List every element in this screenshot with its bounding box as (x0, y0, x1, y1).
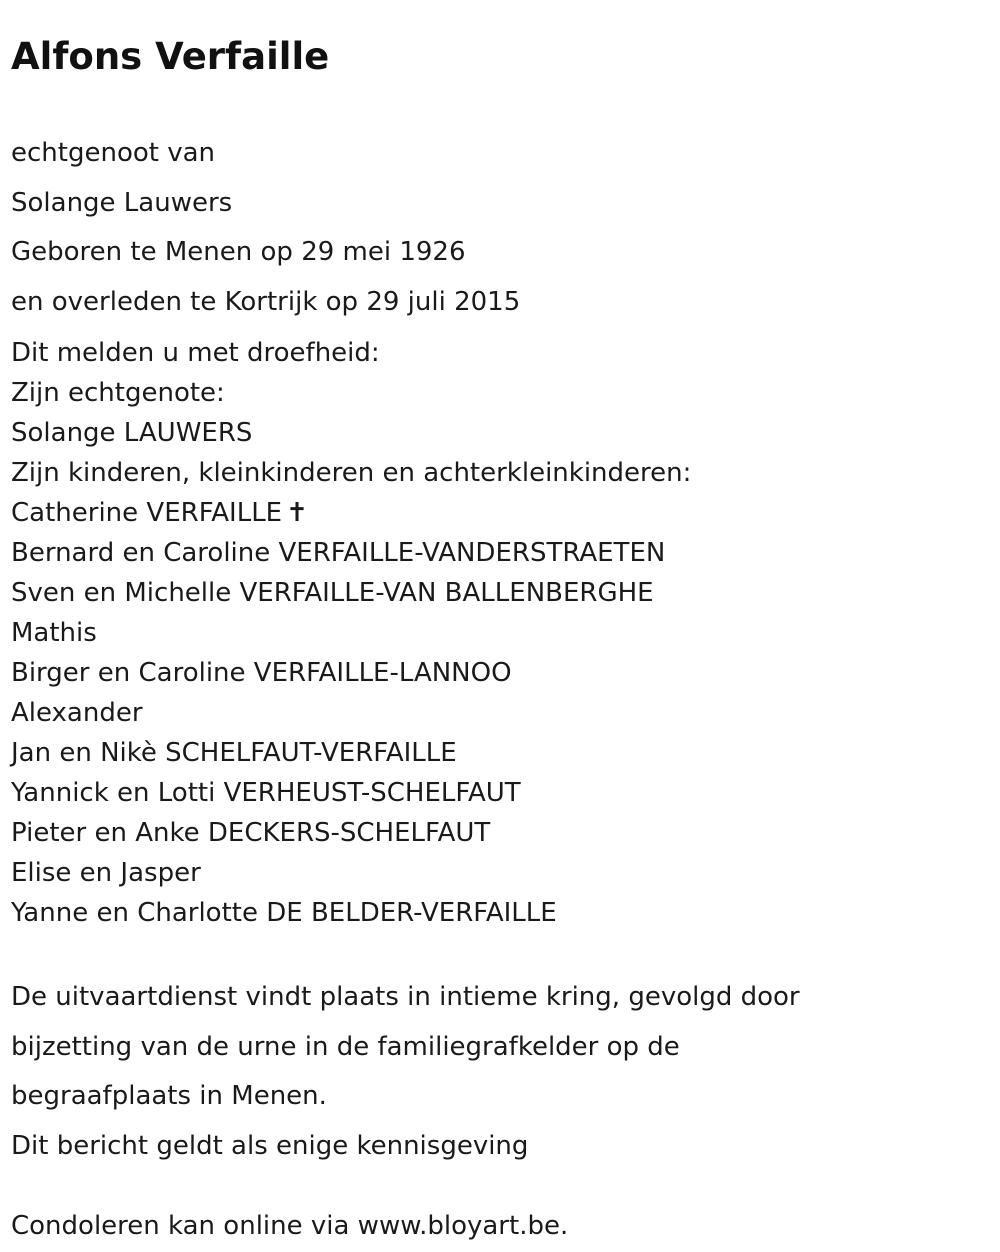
spouse-name: Solange Lauwers (11, 187, 233, 218)
family-label: Zijn kinderen, kleinkinderen en achterkleinkinderen: (11, 458, 692, 488)
cross-icon: ✝ (286, 498, 308, 528)
deceased-child-name: Catherine VERFAILLE (11, 498, 283, 528)
family-member: Mathis (11, 618, 97, 648)
spouse-full-name: Solange LAUWERS (11, 418, 253, 448)
family-member: Yannick en Lotti VERHEUST-SCHELFAUT (11, 778, 521, 808)
family-member: Elise en Jasper (11, 858, 201, 888)
family-member: Pieter en Anke DECKERS-SCHELFAUT (11, 818, 491, 848)
page-title: Alfons Verfaille (11, 35, 330, 78)
deceased-child-line (11, 493, 1000, 533)
family-member: Birger en Caroline VERFAILLE-LANNOO (11, 658, 512, 688)
spouse-relation: echtgenoot van (11, 138, 216, 168)
family-member: Sven en Michelle VERFAILLE-VAN BALLENBERGHE (11, 578, 654, 608)
family-member: Alexander (11, 698, 143, 728)
funeral-text: begraafplaats in Menen. (11, 1081, 327, 1111)
family-member: Yanne en Charlotte DE BELDER-VERFAILLE (11, 898, 557, 928)
family-member: Bernard en Caroline VERFAILLE-VANDERSTRAETEN (11, 538, 666, 568)
spouse-label: Zijn echtgenote: (11, 378, 225, 408)
intro-section (11, 129, 1000, 327)
funeral-text: De uitvaartdienst vindt plaats in intieme kring, gevolgd door (11, 982, 800, 1012)
funeral-info-section (11, 973, 1000, 1171)
funeral-text: bijzetting van de urne in de familiegrafkelder op de (11, 1031, 680, 1062)
notice-text: Dit bericht geldt als enige kennisgeving (11, 1130, 529, 1161)
announcement-heading: Dit melden u met droefheid: (11, 338, 380, 368)
birth-info: Geboren te Menen op 29 mei 1926 (11, 237, 466, 267)
condolences-text: Condoleren kan online via www.bloyart.be. (11, 1211, 569, 1241)
death-info: en overleden te Kortrijk op 29 juli 2015 (11, 286, 521, 317)
announcement-section (11, 333, 1000, 933)
family-member: Jan en Nikè SCHELFAUT-VERFAILLE (11, 738, 457, 768)
